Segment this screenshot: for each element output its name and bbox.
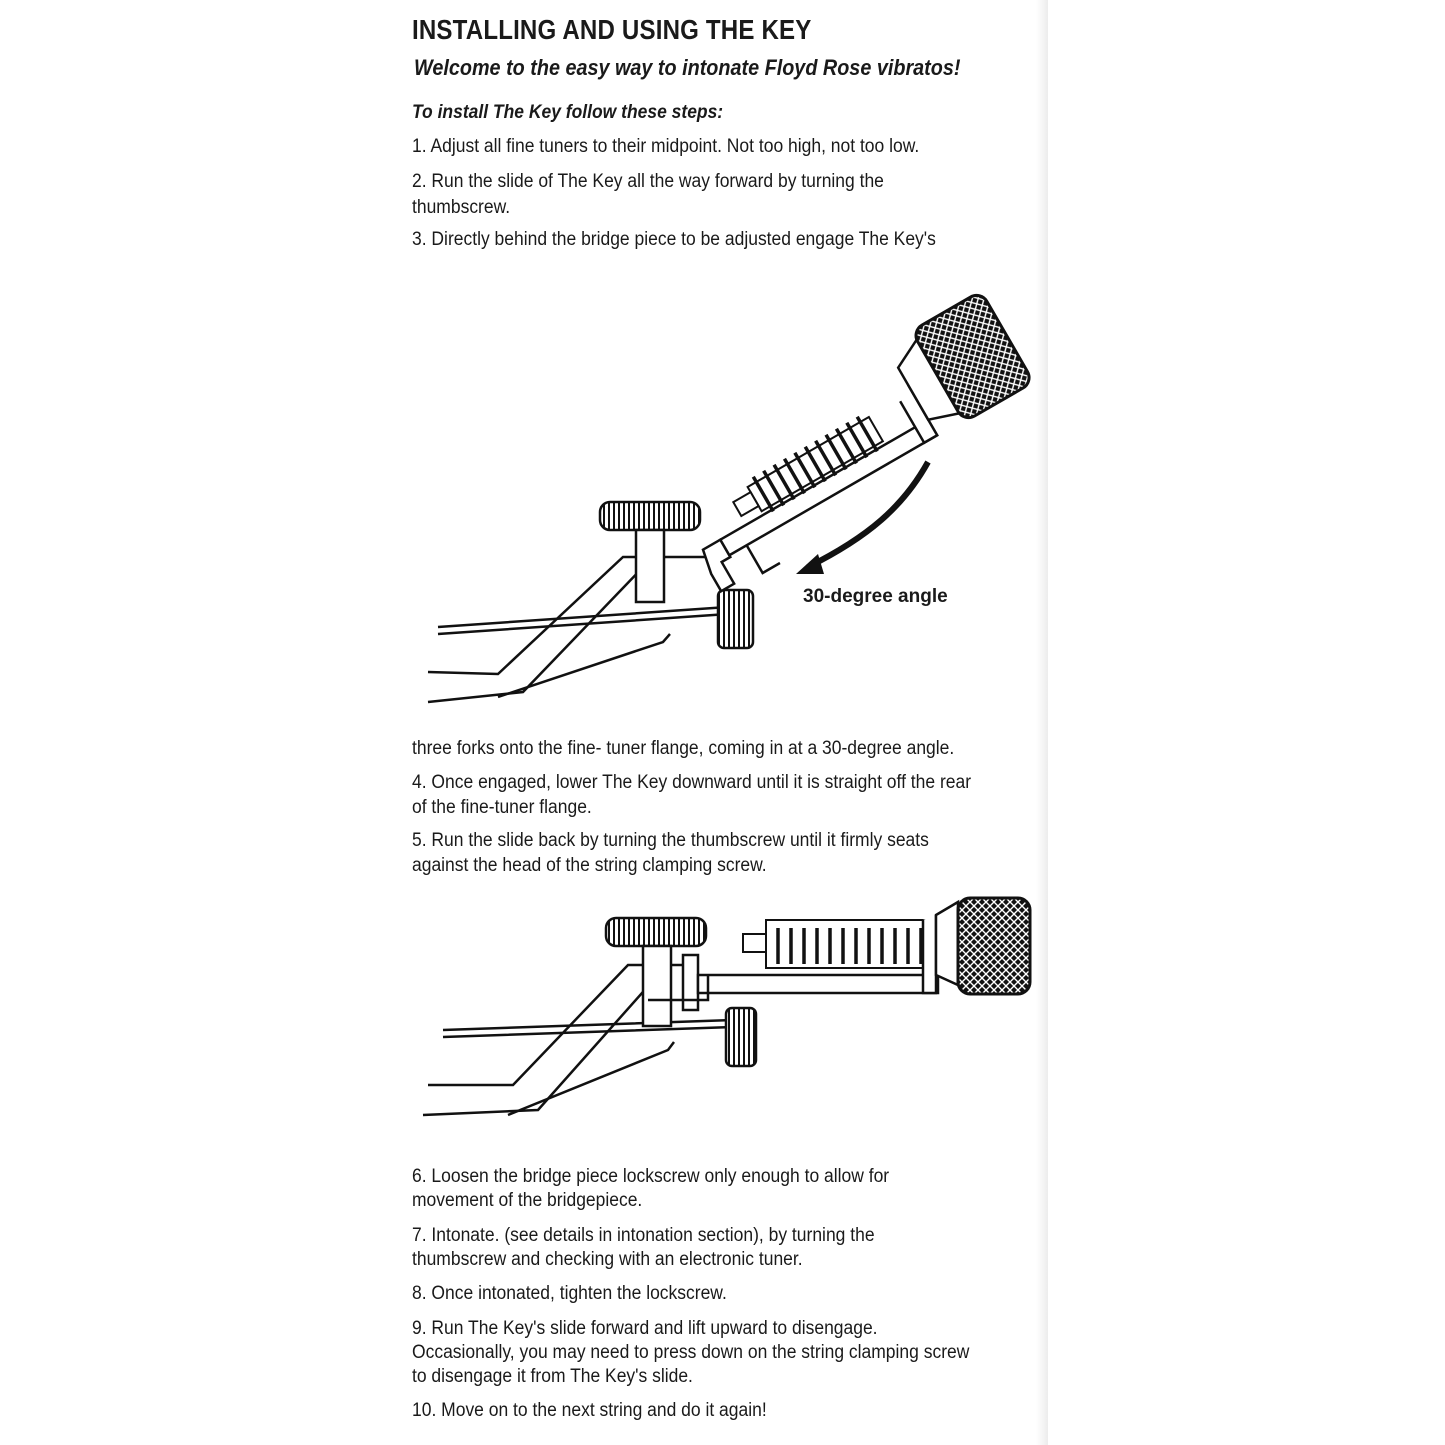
lockscrew-knob [600, 502, 700, 602]
the-key-tool [656, 291, 1048, 595]
step-1: 1. Adjust all fine tuners to their midpoint. Not too high, not too low. [412, 136, 920, 157]
step-10: 10. Move on to the next string and do it again! [412, 1400, 767, 1421]
steps-heading: To install The Key follow these steps: [412, 102, 724, 123]
manual-page [398, 0, 1048, 1445]
step-3-line-2: three forks onto the fine- tuner flange, coming in at a 30-degree angle. [412, 738, 955, 759]
figure-key-seated [398, 890, 1048, 1150]
step-4-line-2: of the fine-tuner flange. [412, 797, 592, 818]
step-9-line-1: 9. Run The Key's slide forward and lift upward to disengage. [412, 1318, 878, 1339]
bridge-base [428, 557, 728, 702]
step-9-line-2: Occasionally, you may need to press down on the string clamping screw [412, 1342, 970, 1363]
angle-label: 30-degree angle [803, 586, 948, 607]
page-title: INSTALLING AND USING THE KEY [412, 14, 812, 45]
step-6-line-2: movement of the bridgepiece. [412, 1190, 643, 1211]
page-subtitle: Welcome to the easy way to intonate Floyd Rose vibratos! [414, 55, 961, 80]
step-5-line-2: against the head of the string clamping screw. [412, 855, 767, 876]
step-5-line-1: 5. Run the slide back by turning the thumbscrew until it firmly seats [412, 830, 929, 851]
step-2-line-1: 2. Run the slide of The Key all the way forward by turning the [412, 171, 884, 192]
step-2-line-2: thumbscrew. [412, 197, 511, 218]
step-7-line-2: thumbscrew and checking with an electronic tuner. [412, 1249, 803, 1270]
fine-tuner-screw-2 [726, 1008, 756, 1066]
the-key-tool-2 [648, 898, 1030, 1010]
step-9-line-3: to disengage it from The Key's slide. [412, 1366, 693, 1387]
fine-tuner-screw [718, 590, 753, 648]
step-8: 8. Once intonated, tighten the lockscrew. [412, 1283, 727, 1304]
step-6-line-1: 6. Loosen the bridge piece lockscrew only enough to allow for [412, 1166, 890, 1187]
step-4-line-1: 4. Once engaged, lower The Key downward until it is straight off the rear [412, 772, 972, 793]
figure-key-engaging [398, 262, 1048, 727]
step-3-line-1: 3. Directly behind the bridge piece to be adjusted engage The Key's [412, 229, 936, 250]
step-7-line-1: 7. Intonate. (see details in intonation section), by turning the [412, 1225, 875, 1246]
